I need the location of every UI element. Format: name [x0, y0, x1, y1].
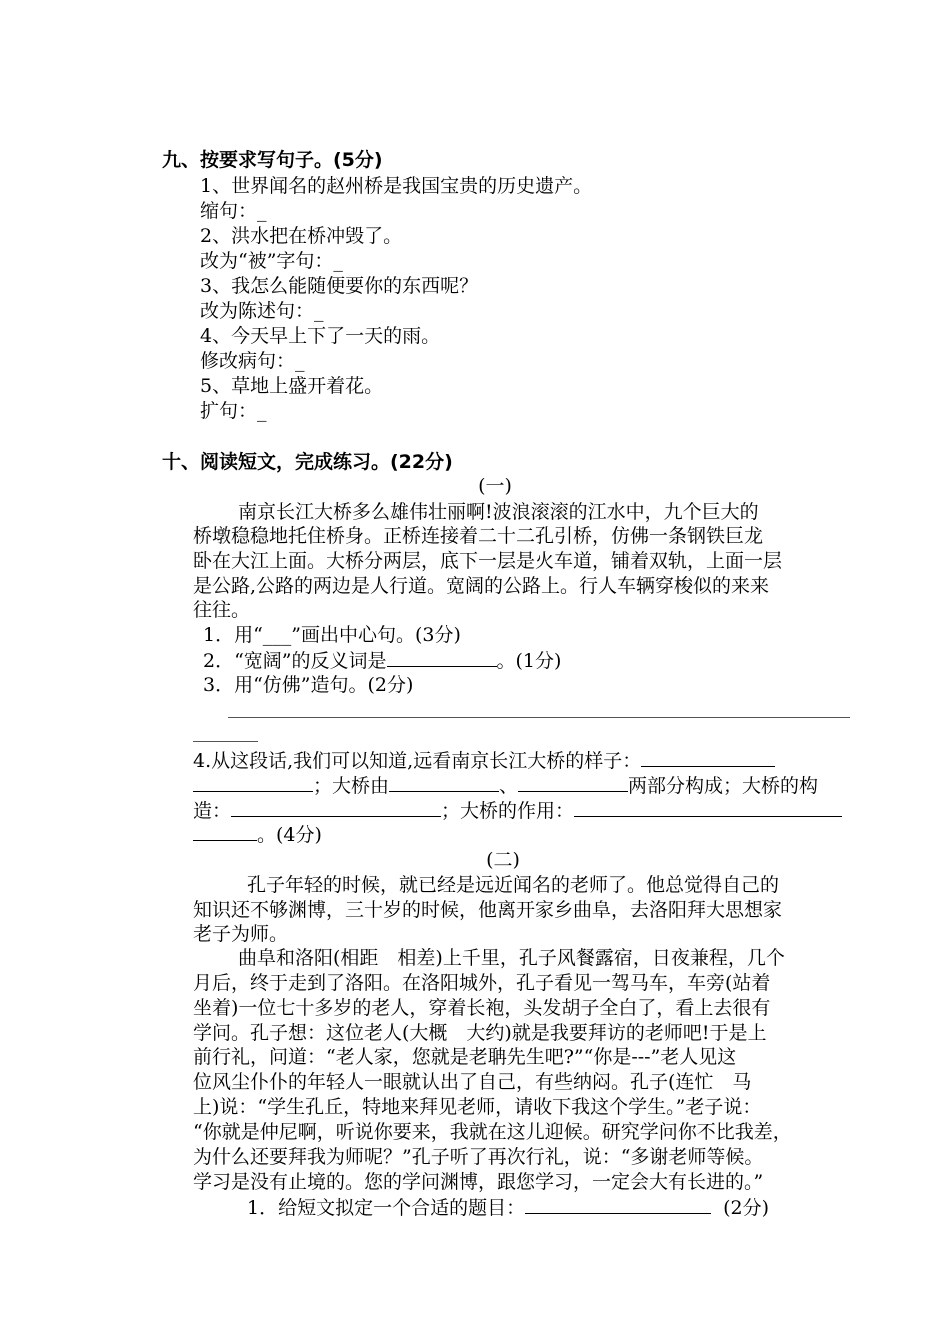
p2-line-12: 为什么还要拜我为师呢？”孔子听了再次行礼，说：“多谢老师等候。 [193, 1146, 764, 1168]
q4-text-3a: 造： [193, 800, 232, 822]
s9-line-4[interactable]: 改为“被”字句：_ [200, 250, 343, 272]
q4-score: 。(4分) [257, 824, 322, 846]
s9-line-8[interactable]: 修改病句：_ [200, 350, 305, 372]
p1-question-4-line-3 [193, 798, 842, 823]
p2-q1-score: (2分) [723, 1197, 770, 1219]
q2-text: 2．“宽阔”的反义词是 [203, 650, 387, 672]
q4-blank-function[interactable] [574, 798, 842, 817]
s9-line-2[interactable]: 缩句：_ [200, 200, 267, 222]
q4-text-3b: ；大桥的作用： [441, 800, 575, 822]
p1-line-4: 是公路,公路的两边是人行道。宽阔的公路上。行人车辆穿梭似的来来 [193, 575, 770, 597]
p1-line-3: 卧在大江上面。大桥分两层，底下一层是火车道，铺着双轨，上面一层 [193, 550, 783, 572]
q3-answer-line-cont[interactable] [193, 741, 258, 742]
part-2-heading: (二) [486, 849, 520, 871]
q2-score: 。(1分) [496, 650, 562, 672]
p1-question-1: 1．用“___”画出中心句。(3分) [203, 624, 461, 646]
q4-blank-appearance-cont[interactable] [193, 773, 313, 792]
q4-text-2c: 两部分构成；大桥的构 [628, 775, 819, 797]
p2-line-6: 坐着)一位七十多岁的老人，穿着长袍，头发胡子全白了，看上去很有 [193, 997, 771, 1019]
p2-line-4: 曲阜和洛阳(相距 相差)上千里，孔子风餐露宿，日夜兼程，几个 [238, 947, 785, 969]
s9-line-7: 4、今天早上下了一天的雨。 [200, 325, 441, 347]
p2-line-11: “你就是仲尼啊，听说你要来，我就在这儿迎候。研究学问你不比我差， [193, 1121, 792, 1143]
p2-line-13: 学习是没有止境的。您的学问渊博，跟您学习，一定会大有长进的。” [193, 1171, 764, 1193]
p1-line-1: 南京长江大桥多么雄伟壮丽啊!波浪滚滚的江水中，九个巨大的 [238, 501, 759, 523]
section-9-title: 九、按要求写句子。(5分) [162, 149, 383, 171]
p1-line-5: 往往。 [193, 599, 251, 621]
part-1-heading: (一) [478, 475, 512, 497]
p2-q1-text: 1．给短文拟定一个合适的题目： [247, 1197, 526, 1219]
q4-blank-structure[interactable] [231, 798, 441, 817]
section-10-title: 十、阅读短文，完成练习。(22分) [162, 451, 453, 473]
s9-line-1: 1、世界闻名的赵州桥是我国宝贵的历史遗产。 [200, 175, 593, 197]
p2-line-1: 孔子年轻的时候，就已经是远近闻名的老师了。他总觉得自己的 [247, 874, 780, 896]
p1-question-4-line-4 [193, 822, 322, 847]
s9-line-9: 5、草地上盛开着花。 [200, 375, 384, 397]
s9-line-6[interactable]: 改为陈述句：_ [200, 300, 324, 322]
q4-blank-part-2[interactable] [518, 773, 628, 792]
s9-line-10[interactable]: 扩句：_ [200, 400, 267, 422]
p2-line-7: 学问。孔子想：这位老人(大概 大约)就是我要拜访的老师吧!于是上 [193, 1022, 767, 1044]
p2-line-10: 上)说：“学生孔丘，特地来拜见老师，请收下我这个学生。”老子说： [193, 1096, 762, 1118]
q4-text-2a: ；大桥由 [313, 775, 390, 797]
p2-line-9: 位风尘仆仆的年轻人一眼就认出了自己，有些纳闷。孔子(连忙 马 [193, 1071, 752, 1093]
q4-blank-function-cont[interactable] [193, 822, 257, 841]
q3-answer-line[interactable] [228, 717, 850, 718]
s9-line-3: 2、洪水把在桥冲毁了。 [200, 225, 403, 247]
q2-answer-blank[interactable] [387, 648, 497, 667]
p1-question-4-line-2 [193, 773, 818, 798]
q4-text-2b: 、 [499, 775, 519, 797]
p1-question-3: 3．用“仿佛”造句。(2分) [203, 674, 414, 696]
p2-line-2: 知识还不够渊博，三十岁的时候，他离开家乡曲阜，去洛阳拜大思想家 [193, 899, 783, 921]
title-answer-blank[interactable] [525, 1195, 711, 1214]
p1-question-4-line-1 [193, 748, 775, 773]
p2-line-8: 前行礼，问道：“老人家，您就是老聃先生吧?”“你是---”老人见这 [193, 1046, 737, 1068]
q4-text-1: 4.从这段话,我们可以知道,远看南京长江大桥的样子： [193, 750, 642, 772]
q4-blank-appearance[interactable] [641, 748, 775, 767]
s9-line-5: 3、我怎么能随便要你的东西呢？ [200, 275, 479, 297]
q4-blank-part-1[interactable] [389, 773, 499, 792]
p2-line-3: 老子为师。 [193, 923, 289, 945]
p2-line-5: 月后，终于走到了洛阳。在洛阳城外，孔子看见一驾马车，车旁(站着 [193, 972, 771, 994]
p2-question-1 [247, 1195, 769, 1220]
p1-question-2 [203, 648, 561, 673]
p1-line-2: 桥墩稳稳地托住桥身。正桥连接着二十二孔引桥，仿佛一条钢铁巨龙 [193, 525, 764, 547]
